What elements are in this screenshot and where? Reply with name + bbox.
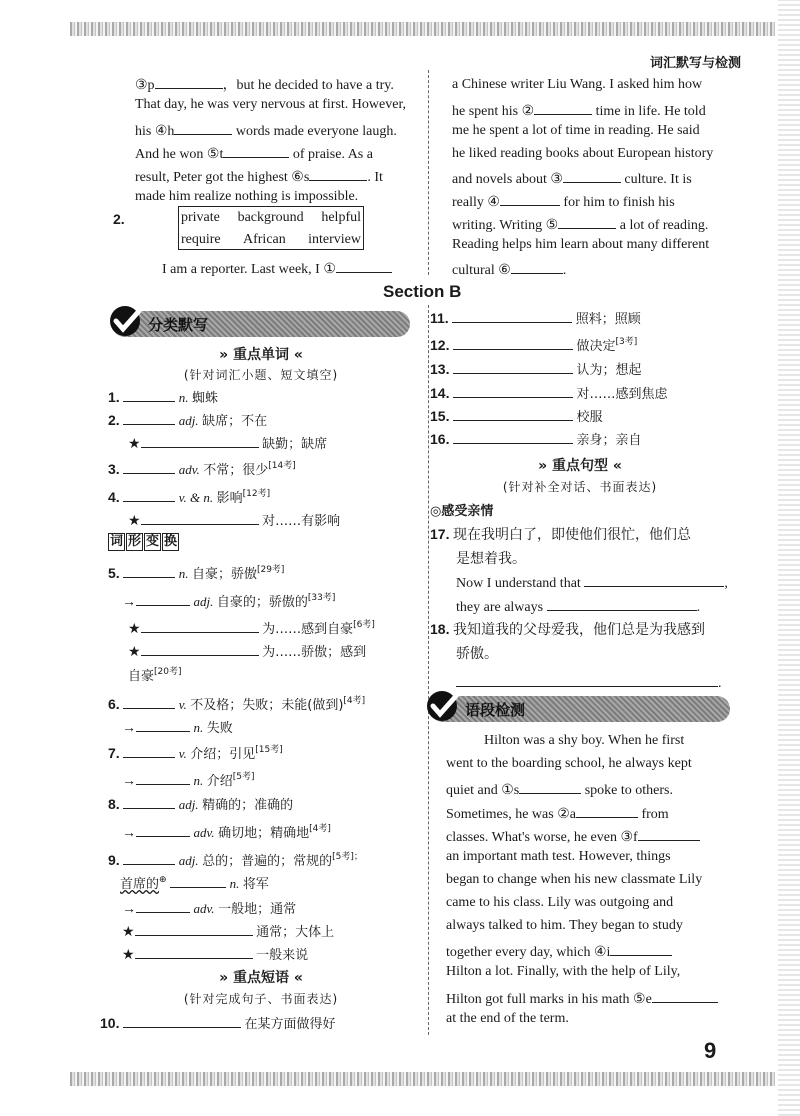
blank[interactable] [123,563,175,578]
left-line-4: And he won ⑤t of praise. As a [135,143,373,163]
phrase-item-14: 14. 对……感到焦虑 [430,385,668,402]
star-icon: ★ [128,514,141,529]
blank[interactable] [652,988,718,1003]
blank[interactable] [135,921,253,936]
left-line-5: result, Peter got the highest ⑥s . It [135,166,383,186]
blank[interactable] [576,803,638,818]
transform-label: 词 形 变 换 [110,534,178,549]
blank[interactable] [123,743,175,758]
blank[interactable] [155,74,223,89]
word-item-9-star1: ★ 通常；大体上 [122,921,334,941]
star-icon: ★ [128,622,141,637]
right-line-8: Reading helps him learn about many different [452,237,710,252]
box-word: background [237,210,304,225]
right-line-6: really ④ for him to finish his [452,191,675,211]
right-line-7: writing. Writing ⑤ a lot of reading. [452,214,708,234]
blank[interactable] [141,433,259,448]
left-line-1: ③p ，but he decided to have a try. [135,74,394,94]
para-line-13: at the end of the term. [446,1011,569,1026]
word-item-2: 2. adj. 缺席；不在 [108,412,268,429]
word-item-1: 1. n. 蜘蛛 [108,389,218,406]
star-icon: ★ [122,948,135,963]
word-item-8-adv: → adv. 确切地；精确地[4考] [122,824,331,841]
blank[interactable] [500,191,560,206]
word-item-7-noun: → n. 介绍[5考] [122,772,255,789]
blank[interactable] [123,794,175,809]
right-line-4: he liked reading books about European history [452,146,714,161]
blank[interactable] [136,770,190,785]
blank[interactable] [610,941,672,956]
banner-paragraph-label: 语段检测 [465,701,526,719]
words-heading: » 重点单词 « [219,347,303,363]
blank[interactable] [638,826,700,841]
blank[interactable] [452,308,572,323]
box-word: interview [308,232,361,247]
word-item-4: 4. v. & n. 影响[12考] [108,489,271,506]
phrases-heading: » 重点短语 « [219,970,303,986]
para-line-2: went to the boarding school, he always kept [446,756,692,771]
box-word: private [181,210,220,225]
phrase-item-16: 16. 亲身；亲自 [430,431,642,448]
word-item-9-adv: → adv. 一般地；通常 [122,898,296,918]
phrase-item-15: 15. 校服 [430,408,603,425]
word-item-3: 3. adv. 不常；很少[14考] [108,461,296,478]
phrase-item-11: 11. 照料；照顾 [430,310,641,327]
word-item-7: 7. v. 介绍；引见[15考] [108,745,283,762]
blank[interactable] [141,510,259,525]
phrases-subheading: (针对完成句子、书面表达) [183,992,339,1006]
blank[interactable] [534,100,592,115]
star-icon: ★ [122,925,135,940]
word-item-5-adj: → adj. 自豪的；骄傲的[33考] [122,593,336,610]
blank[interactable] [336,258,392,273]
blank[interactable] [511,259,563,274]
bottom-scan-band [70,1072,775,1086]
blank[interactable] [453,406,573,421]
page-number: 9 [704,1038,717,1063]
q18-cn-1: 18. 我知道我的父母爱我，他们总是为我感到 [430,621,705,638]
left-line-3: his ④h words made everyone laugh. [135,120,397,140]
check-badge-icon [106,302,146,340]
blank[interactable] [136,822,190,837]
para-line-11: Hilton a lot. Finally, with the help of Lily, [446,964,681,979]
phrase-item-10: 10. 在某方面做得好 [100,1015,336,1032]
blank[interactable] [453,429,573,444]
blank[interactable] [141,618,259,633]
blank[interactable] [123,387,175,402]
q17-cn-1: 17. 现在我明白了，即使他们很忙，他们总 [430,526,691,543]
word-item-8: 8. adj. 精确的；准确的 [108,796,294,813]
para-line-6: an important math test. However, things [446,849,671,864]
right-line-1: a Chinese writer Liu Wang. I asked him how [452,77,703,92]
para-line-10: together every day, which ④i [446,941,672,961]
star-icon: ★ [128,645,141,660]
q17-en-2: they are always . [456,596,700,616]
word-item-9-star2: ★ 一般来说 [122,944,308,964]
right-line-9: cultural ⑥ . [452,259,566,279]
blank[interactable] [123,694,175,709]
star-icon: ★ [128,437,141,452]
box-word: helpful [321,210,361,225]
para-line-3: quiet and ①s spoke to others. [446,779,673,799]
blank[interactable] [135,944,253,959]
sentences-heading: » 重点句型 « [538,458,622,474]
right-scan-edge [778,0,800,1116]
word-item-2-star: ★ 缺勤；缺席 [128,433,327,453]
blank[interactable] [547,596,697,611]
blank[interactable] [456,672,718,687]
word-item-9: 9. adj. 总的；普遍的；常规的$^{[5考];}$ [108,852,363,869]
para-line-9: always talked to him. They began to study [446,918,683,933]
column-divider-top [428,70,429,275]
header-title: 词汇默写与检测 [650,56,742,71]
para-line-5: classes. What's worse, he even ③f [446,826,700,846]
para-line-12: Hilton got full marks in his math ⑤e [446,988,718,1008]
right-line-5: and novels about ③ culture. It is [452,168,692,188]
blank[interactable] [136,898,190,913]
right-line-2: he spent his ② time in life. He told [452,100,706,120]
left-line-2: That day, he was very nervous at first. However, [135,97,407,112]
word-item-9-chief: 首席的⊕ n. 将军 [120,875,269,892]
blank[interactable] [453,335,573,350]
blank[interactable] [123,410,175,425]
para-line-4: Sometimes, he was ②a from [446,803,669,823]
blank[interactable] [453,359,573,374]
word-item-5: 5. n. 自豪；骄傲[29考] [108,565,285,582]
word-item-5-star2: ★ 为……骄傲；感到 [128,641,366,661]
blank[interactable] [174,120,232,135]
q18-cn-2: 骄傲。 [456,646,498,662]
blank[interactable] [136,717,190,732]
blank[interactable] [123,459,175,474]
para-line-1: Hilton was a shy boy. When he first [484,733,685,748]
banner-classify-label: 分类默写 [148,316,209,334]
box-word: African [243,232,286,247]
blank[interactable] [141,641,259,656]
column-divider-bottom [428,305,429,1035]
top-scan-band [70,22,775,36]
section-title: Section B [383,282,462,301]
blank[interactable] [584,572,724,587]
blank[interactable] [223,143,289,158]
blank[interactable] [123,850,175,865]
blank[interactable] [519,779,581,794]
q17-cn-2: 是想着我。 [456,551,526,567]
box-word: require [181,232,221,247]
right-line-3: me he spent a lot of time in reading. He said [452,123,700,138]
check-badge-icon [423,687,463,725]
word-item-5-star1: ★ 为……感到自豪[6考] [128,620,375,637]
word-item-6-noun: → n. 失败 [122,717,233,737]
blank[interactable] [453,383,573,398]
blank[interactable] [123,487,175,502]
feel-family-label: ◎感受亲情 [430,504,494,519]
q2-intro: I am a reporter. Last week, I ① [162,258,392,278]
blank[interactable] [170,873,226,888]
blank[interactable] [136,591,190,606]
blank[interactable] [309,166,367,181]
phrase-item-12: 12. 做决定[3考] [430,337,638,354]
sentences-subheading: (针对补全对话、书面表达) [502,480,658,494]
blank[interactable] [558,214,616,229]
q17-en-1: Now I understand that , [456,572,728,592]
word-box [178,206,364,250]
words-subheading: (针对词汇小题、短文填空) [183,368,339,382]
para-line-7: began to change when his new classmate Lily [446,872,703,887]
blank[interactable] [563,168,621,183]
q18-answer-line: . [456,672,722,692]
q2-number: 2. [113,211,125,227]
left-line-6: made him realize nothing is impossible. [135,189,359,204]
blank[interactable] [123,1013,241,1028]
word-item-5-star2-cont: 自豪[20考] [128,667,182,684]
phrase-item-13: 13. 认为；想起 [430,361,642,378]
word-item-4-star: ★ 对……有影响 [128,510,340,530]
word-item-6: 6. v. 不及格；失败；未能(做到)[4考] [108,696,366,713]
para-line-8: came to his class. Lily was outgoing and [446,895,674,910]
